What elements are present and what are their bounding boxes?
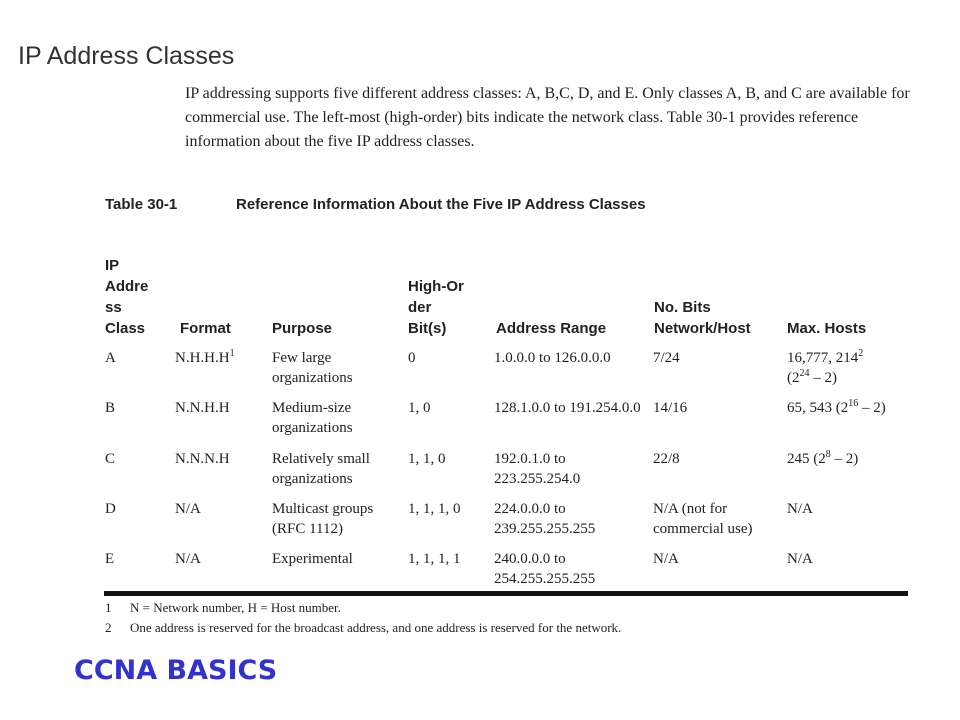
cell-max-hosts: 16,777, $214^2$ $(2^{24} - 2)$ [787, 348, 864, 386]
cell-max-hosts: N/A [787, 551, 813, 567]
cell-format: N/A [175, 551, 201, 567]
table-title: Reference Information About the Five IP Address Classes [236, 196, 646, 213]
cell-max-hosts: 65, 543 $(2^{16} - 2)$ [787, 398, 886, 416]
cell-purpose: Medium-size organizations [272, 400, 353, 436]
cell-purpose: Few large organizations [272, 350, 353, 386]
cell-network-host-bits: 7/24 [653, 350, 680, 366]
footnote-number: 1 [105, 600, 112, 615]
cell-format: N.N.H.H [175, 400, 230, 416]
table-row [0, 348, 960, 398]
cell-address-range: 1.0.0.0 to 126.0.0.0 [494, 350, 611, 366]
footnote-text: N = Network number, H = Host number. [130, 600, 341, 615]
cell-high-order-bits: 1, 1, 1, 1 [408, 551, 461, 567]
cell-high-order-bits: 1, 0 [408, 400, 431, 416]
table-row [0, 499, 960, 549]
brand-footer: CCNA BASICS [74, 655, 278, 686]
intro-paragraph: IP addressing supports five different address classes: A, B,C, D, and E. Only classes A, B, and C are available for commercial use. The left-most (high-order) bits indicate the network class. Table 30-1 provides reference information about the five IP address classes. [185, 85, 910, 150]
cell-network-host-bits: 22/8 [653, 451, 680, 467]
header-purpose: Purpose [272, 320, 333, 337]
cell-address-range: 192.0.1.0 to 223.255.254.0 [494, 451, 581, 487]
cell-purpose: Relatively small organizations [272, 451, 370, 487]
cell-class: B [105, 400, 116, 416]
cell-class: D [105, 501, 116, 517]
cell-format: $N.H.H.H^1$ [175, 348, 235, 366]
header-network-host-bits: No. Bits Network/Host [654, 299, 751, 337]
page-title: IP Address Classes [18, 42, 235, 70]
cell-class: A [105, 350, 116, 366]
cell-high-order-bits: 0 [408, 350, 416, 366]
table-caption [105, 196, 646, 213]
cell-network-host-bits: 14/16 [653, 400, 688, 416]
cell-address-range: 240.0.0.0 to 254.255.255.255 [494, 551, 596, 587]
header-max-hosts: Max. Hosts [787, 320, 867, 337]
header-address-range: Address Range [496, 320, 607, 337]
table-row [0, 398, 960, 448]
cell-format: N.N.N.H [175, 451, 230, 467]
cell-max-hosts: 245 $(2^8 - 2)$ [787, 449, 859, 467]
cell-format: N/A [175, 501, 201, 517]
footnote-text: One address is reserved for the broadcast address, and one address is reserved for the network. [130, 620, 622, 635]
cell-high-order-bits: 1, 1, 0 [408, 451, 446, 467]
table-label: Table 30-1 [105, 196, 178, 213]
cell-max-hosts: N/A [787, 501, 813, 517]
cell-address-range: 128.1.0.0 to 191.254.0.0 [494, 400, 641, 416]
cell-class: E [105, 551, 115, 567]
cell-class: C [105, 451, 116, 467]
cell-network-host-bits: N/A [653, 551, 679, 567]
cell-purpose: Multicast groups (RFC 1112) [272, 501, 374, 537]
cell-high-order-bits: 1, 1, 1, 0 [408, 501, 461, 517]
cell-address-range: 224.0.0.0 to 239.255.255.255 [494, 501, 596, 537]
cell-network-host-bits: N/A (not for commercial use) [653, 501, 753, 537]
header-high-order-bits: High-Or der Bit(s) [408, 278, 464, 337]
header-format: Format [180, 320, 231, 337]
header-class: IP Addre ss Class [105, 257, 149, 337]
footnote-number: 2 [105, 620, 112, 635]
cell-purpose: Experimental [272, 551, 353, 567]
table-row [0, 449, 960, 499]
table-bottom-rule [104, 591, 908, 596]
